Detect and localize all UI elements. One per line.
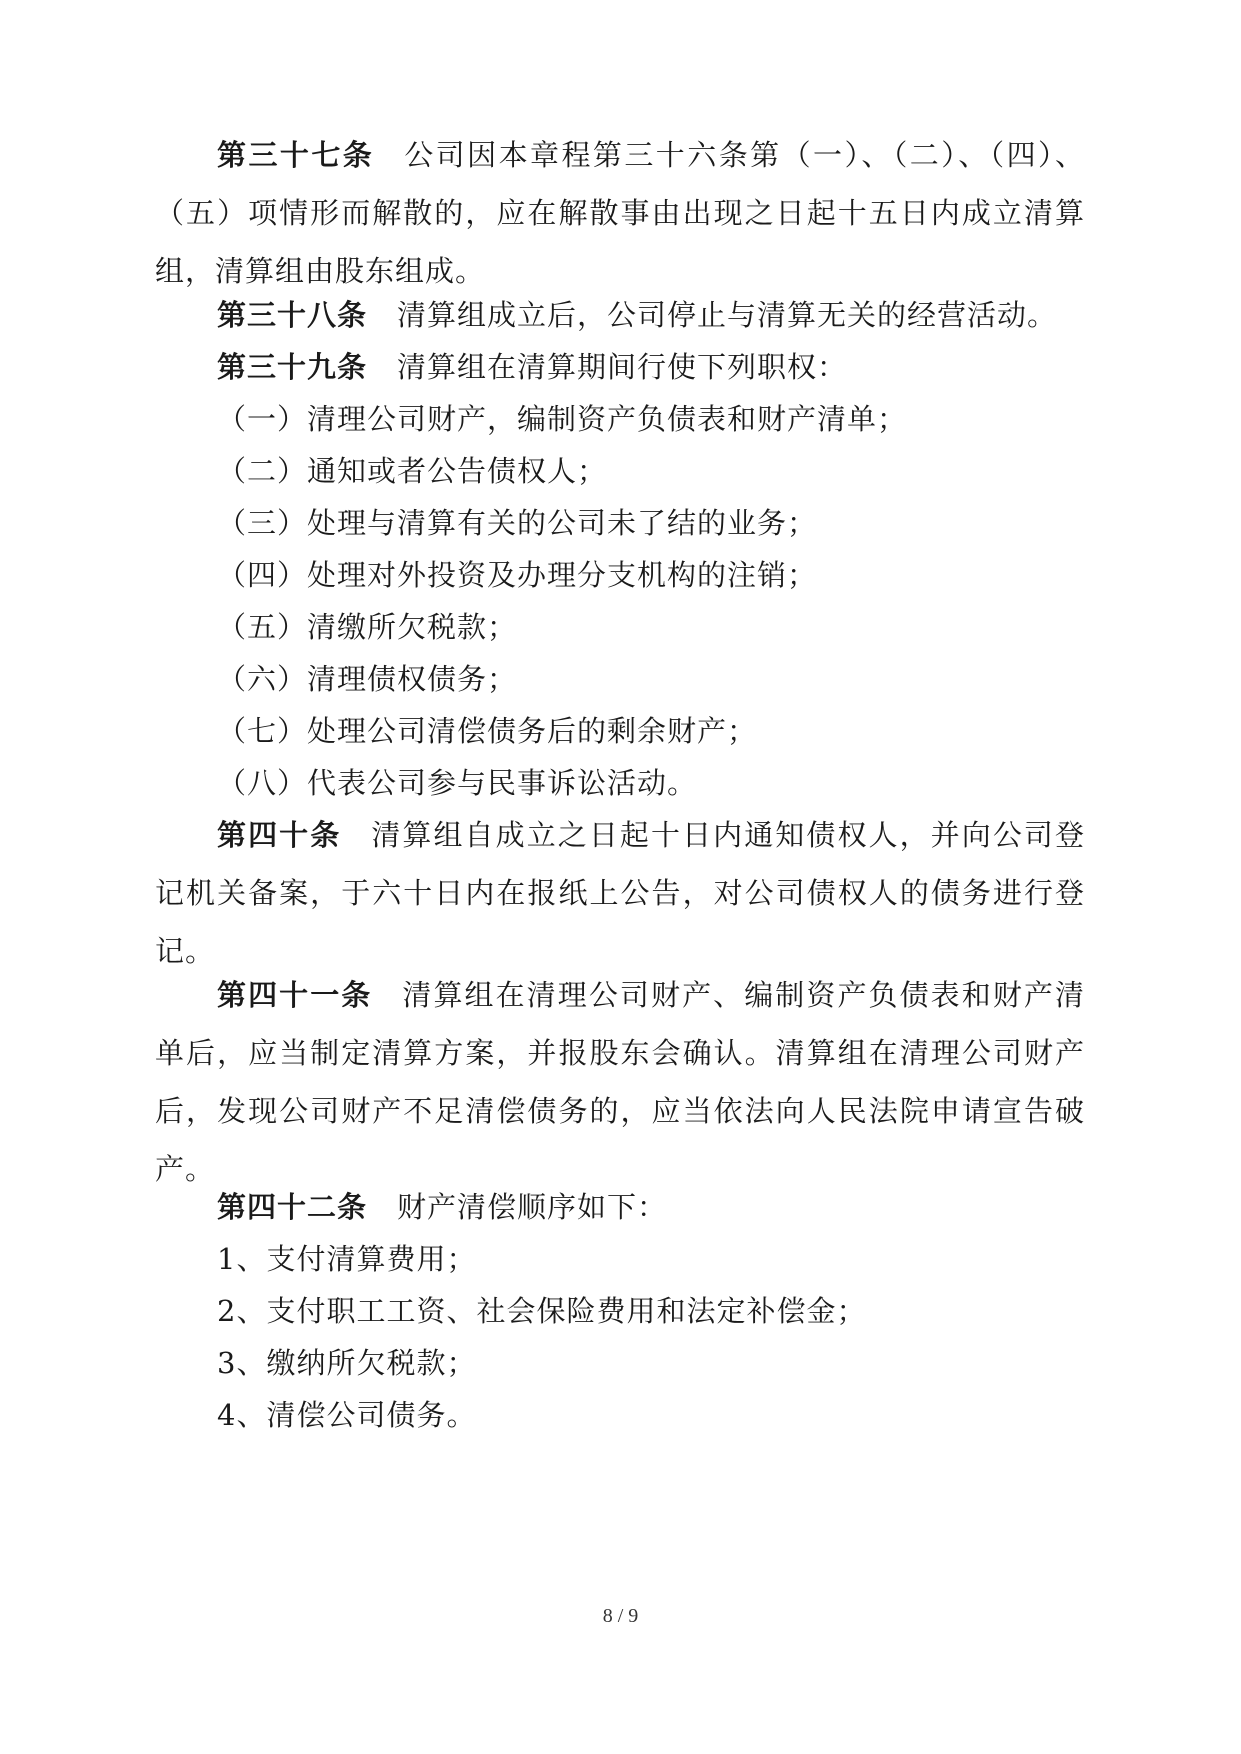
article-41-title: 第四十一条 [217, 978, 373, 1012]
article-41 [155, 966, 1085, 1198]
list-item: 2、支付职工工资、社会保险费用和法定补偿金； [217, 1294, 867, 1328]
article-39-body: 清算组在清算期间行使下列职权： [397, 350, 848, 384]
article-38 [155, 286, 1085, 344]
article-39-title: 第三十九条 [217, 350, 368, 384]
list-item: （六）清理债权债务； [217, 662, 518, 696]
article-39 [155, 338, 1085, 396]
article-39-item-list [155, 390, 1085, 812]
list-item: （一）清理公司财产，编制资产负债表和财产清单； [217, 402, 908, 436]
page-number: 8 / 9 [602, 1605, 639, 1627]
list-item: 4、清偿公司债务。 [217, 1398, 477, 1432]
list-item: （三）处理与清算有关的公司未了结的业务； [217, 506, 818, 540]
list-item: 3、缴纳所欠税款； [217, 1346, 477, 1380]
article-41-body: 清算组在清理公司财产、编制资产负债表和财产清单后，应当制定清算方案，并报股东会确认。清算组在清理公司财产后，发现公司财产不足清偿债务的，应当依法向人民法院申请宣告破产。 [155, 978, 1085, 1186]
article-40-title: 第四十条 [217, 818, 342, 852]
article-42-body: 财产清偿顺序如下： [397, 1190, 668, 1224]
article-42-title: 第四十二条 [217, 1190, 368, 1224]
article-37-title: 第三十七条 [217, 138, 375, 172]
list-item: （五）清缴所欠税款； [217, 610, 518, 644]
article-42-item-list [155, 1230, 1085, 1444]
list-item: （二）通知或者公告债权人； [217, 454, 608, 488]
article-37 [155, 126, 1085, 300]
list-item: 1、支付清算费用； [217, 1242, 477, 1276]
article-37-body: 公司因本章程第三十六条第（一）、（二）、（四）、（五）项情形而解散的，应在解散事由出现之日起十五日内成立清算组，清算组由股东组成。 [155, 138, 1085, 288]
list-item: （八）代表公司参与民事诉讼活动。 [217, 766, 698, 800]
article-38-body: 清算组成立后，公司停止与清算无关的经营活动。 [397, 298, 1058, 332]
list-item: （七）处理公司清偿债务后的剩余财产； [217, 714, 758, 748]
list-item: （四）处理对外投资及办理分支机构的注销； [217, 558, 818, 592]
article-42 [155, 1178, 1085, 1236]
article-40-body: 清算组自成立之日起十日内通知债权人，并向公司登记机关备案，于六十日内在报纸上公告，对公司债权人的债务进行登记。 [155, 818, 1085, 968]
article-38-title: 第三十八条 [217, 298, 368, 332]
article-40 [155, 806, 1085, 980]
